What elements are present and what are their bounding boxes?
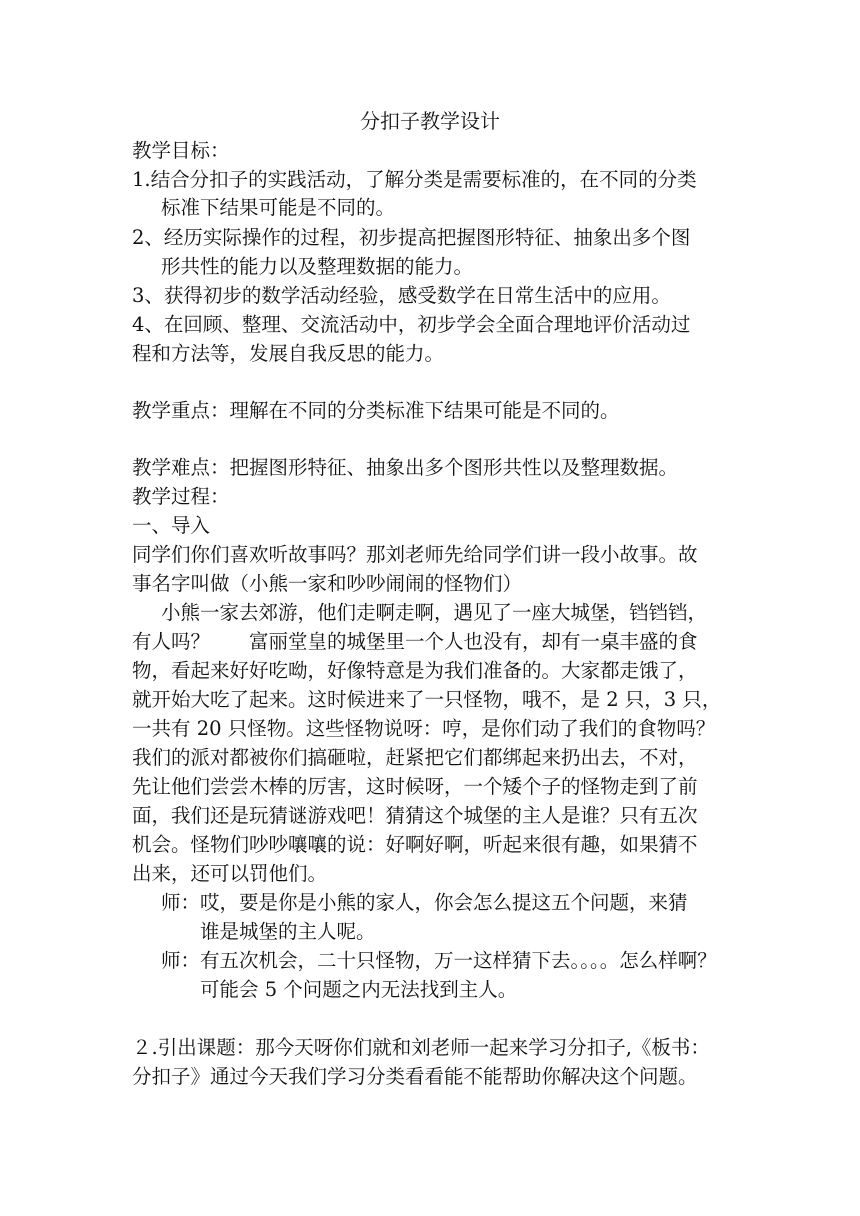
key-point: 教学重点：理解在不同的分类标准下结果可能是不同的。	[132, 399, 620, 422]
story-line-1: 小熊一家去郊游，他们走啊走啊，遇见了一座大城堡，铛铛铛，	[161, 601, 708, 624]
story-line-5: 一共有 20 只怪物。这些怪物说呀：哼，是你们动了我们的食物吗？	[132, 717, 716, 740]
objective-1-line-2: 标准下结果可能是不同的。	[161, 196, 396, 219]
story-line-2: 有人吗？ 富丽堂皇的城堡里一个人也没有，却有一桌丰盛的食	[132, 630, 698, 653]
objective-4-line-2: 程和方法等，发展自我反思的能力。	[132, 342, 445, 365]
teacher-line-1b: 谁是城堡的主人呢。	[200, 920, 376, 943]
document-title: 分扣子教学设计	[360, 109, 500, 133]
teacher-line-1a: 师：哎，要是你是小熊的家人，你会怎么提这五个问题，来猜	[161, 891, 688, 914]
teacher-line-2a: 师：有五次机会，二十只怪物，万一这样猜下去。。。。怎么样啊？	[161, 949, 717, 972]
process-heading: 教学过程：	[132, 485, 230, 508]
difficult-point: 教学难点：把握图形特征、抽象出多个图形共性以及整理数据。	[132, 456, 679, 479]
story-line-8: 面，我们还是玩猜谜游戏吧！猜猜这个城堡的主人是谁？只有五次	[132, 804, 698, 827]
objective-2-line-1: 2、经历实际操作的过程，初步提高把握图形特征、抽象出多个图	[132, 226, 691, 249]
story-line-7: 先让他们尝尝木棒的厉害，这时候呀，一个矮个子的怪物走到了前	[132, 775, 698, 798]
story-line-9: 机会。怪物们吵吵嚷嚷的说：好啊好啊，听起来很有趣，如果猜不	[132, 833, 698, 856]
objective-2-line-2: 形共性的能力以及整理数据的能力。	[161, 255, 474, 278]
story-line-3: 物，看起来好好吃呦，好像特意是为我们准备的。大家都走饿了，	[132, 659, 698, 682]
topic-intro-line-1: ２.引出课题：那今天呀你们就和刘老师一起来学习分扣子,《板书：	[132, 1036, 710, 1059]
story-line-6: 我们的派对都被你们搞砸啦，赶紧把它们都绑起来扔出去，不对，	[132, 746, 698, 769]
objective-1-line-1: 1.结合分扣子的实践活动，了解分类是需要标准的，在不同的分类	[132, 168, 697, 191]
section-intro-heading: 一、导入	[132, 514, 211, 537]
story-line-10: 出来，还可以罚他们。	[132, 862, 328, 885]
objective-4-line-1: 4、在回顾、整理、交流活动中，初步学会全面合理地评价活动过	[132, 313, 691, 336]
objectives-heading: 教学目标：	[132, 139, 230, 162]
teacher-line-2b: 可能会 5 个问题之内无法找到主人。	[200, 978, 518, 1001]
story-line-4: 就开始大吃了起来。这时候进来了一只怪物，哦不，是 2 只，3 只，	[132, 688, 722, 711]
intro-paragraph-line-2: 事名字叫做（小熊一家和吵吵闹闹的怪物们）	[132, 572, 523, 595]
intro-paragraph-line-1: 同学们你们喜欢听故事吗？那刘老师先给同学们讲一段小故事。故	[132, 543, 698, 566]
objective-3: 3、获得初步的数学活动经验，感受数学在日常生活中的应用。	[132, 284, 671, 307]
topic-intro-line-2: 分扣子》通过今天我们学习分类看看能不能帮助你解决这个问题。	[132, 1065, 698, 1088]
